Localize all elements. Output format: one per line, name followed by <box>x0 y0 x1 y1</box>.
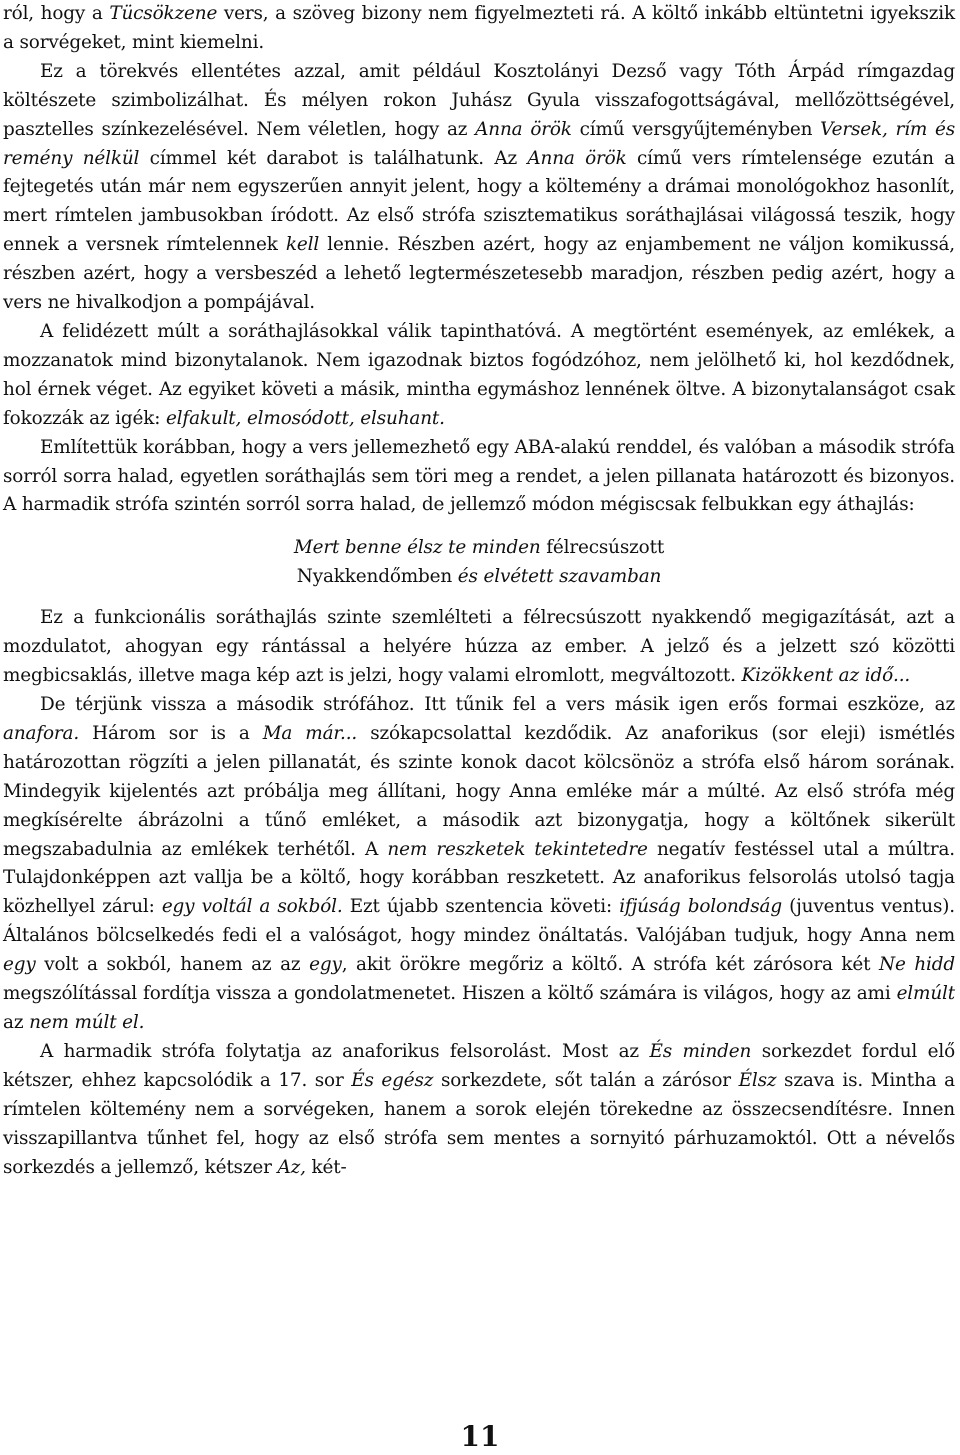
paragraph <box>3 434 955 521</box>
paragraph <box>3 0 955 58</box>
text-run: De térjünk vissza a második strófához. Itt tűnik fel a vers másik igen erős formai eszköze, az <box>40 694 955 716</box>
italic-text-run: Ma már... <box>262 722 358 744</box>
italic-text-run: Anna örök <box>475 118 572 140</box>
italic-text-run: Mert benne élsz te minden <box>293 537 541 559</box>
text-run: Ezt újabb szentencia követi: <box>342 896 620 918</box>
text-run: című vers rímtelensége ezután a fejtegetés után már nem egyszerűen annyit jelent, hogy a költemény a drámai monológokhoz hasonlít, mert rímtelen jambusokban íródott. Az első strófa szisztematikus soráthajlásai világossá teszik, hogy ennek a versnek rímtelennek <box>3 147 955 256</box>
text-run: A felidézett múlt a soráthajlásokkal válik tapinthatóvá. A megtörtént események, az emlékek, a mozzanatok mind bizonytalanok. Nem igazodnak biztos fogódzóhoz, nem jelölhető ki, hol kezdődnek, hol érnek véget. Az egyiket követi a másik, mintha egymáshoz lennének öltve. A bizonytalanságot csak fokozzák az igék: <box>3 320 955 429</box>
body-text-before-verse <box>3 0 955 520</box>
text-run: Három sor is a <box>79 722 263 744</box>
text-run: szókapcsolattal kezdődik. Az anaforikus (sor eleji) ismétlés határozottan rögzíti a jelen pillanatát, és szinte konok dacot kölcsönöz a strófa első három sorának. Mindegyik kijelentés azt próbálja meg állítani, hogy Anna emléke már a múlté. Az első strófa még megkísérelte ábrázolni a tűnő emléket, a második azt bizonygatja, hogy a költőnek sikerült megszabadulnia az emlékek terhétől. A <box>3 722 955 860</box>
text-run: vers, a szöveg bizony nem figyelmezteti rá. A költő inkább eltüntetni igyekszik a sorvégeket, mint kiemelni. <box>3 3 955 53</box>
verse-line <box>3 533 955 562</box>
text-run: címmel két darabot is találhatunk. Az <box>139 147 528 169</box>
text-run: sorkezdet fordul elő kétszer, ehhez kapcsolódik a 17. sor <box>3 1040 955 1091</box>
text-run: volt a sokból, hanem az az <box>35 954 310 976</box>
verse-quotation <box>3 533 955 591</box>
text-run: két- <box>305 1156 347 1178</box>
text-run: Említettük korábban, hogy a vers jellemezhető egy ABA-alakú renddel, és valóban a második strófa sorról sorra halad, egyetlen soráthajlás sem töri meg a rendet, a jelen pillanata határozott és bizonyos. A harmadik strófa szintén sorról sorra halad, de jellemző módon mégiscsak felbukkan egy áthajlás: <box>3 436 955 516</box>
italic-text-run: Tücsökzene <box>109 3 218 24</box>
paragraph <box>3 604 955 691</box>
italic-text-run: elfakult, elmosódott, elsuhant. <box>165 407 445 429</box>
italic-text-run: elmúlt <box>896 983 955 1005</box>
italic-text-run: nem reszketek tekintetedre <box>387 838 648 860</box>
paragraph <box>3 318 955 434</box>
italic-text-run: egy voltál a sokból. <box>161 896 343 918</box>
text-run: negatív festéssel utal a múltra. Tulajdonképpen azt vallja be a költő, hogy korábban reszketett. Az anaforikus felsorolás utolsó tagja közhellyel zárul: <box>3 838 955 918</box>
italic-text-run: egy <box>309 954 342 976</box>
paragraph <box>3 58 955 318</box>
text-run: szava is. Mintha a rímtelen költemény nem a sorvégeken, hanem a sorok elején törekedne az összecsendítésre. Innen visszapillantva tűnhet fel, hogy az első strófa sem mentes a sornyitó párhuzamoktól. Ott a névelős sorkezdés a jellemző, kétszer <box>3 1069 955 1178</box>
text-run: című versgyűjteményben <box>571 118 821 140</box>
italic-text-run: És minden <box>649 1040 752 1062</box>
text-run: félrecsúszott <box>540 537 665 559</box>
text-run: lennie. Részben azért, hogy az enjambement ne váljon komikussá, részben azért, hogy a versbeszéd a lehető legtermészetesebb maradjon, részben pedig azért, hogy a vers ne hivalkodjon a pompájával. <box>3 234 955 314</box>
document-page <box>3 0 955 1455</box>
italic-text-run: Ne hidd <box>879 954 956 976</box>
italic-text-run: Versek, rím és remény nélkül <box>3 118 956 169</box>
italic-text-run: Élsz <box>738 1069 777 1091</box>
paragraph <box>3 1038 955 1183</box>
italic-text-run: nem múlt el. <box>29 1012 145 1033</box>
body-text-after-verse <box>3 604 955 1182</box>
text-run: megszólítással fordítja vissza a gondolatmenetet. Hiszen a költő számára is világos, hogy az ami <box>3 983 897 1005</box>
italic-text-run: Az, <box>277 1156 306 1178</box>
italic-text-run: és elvétett szavamban <box>457 566 662 588</box>
text-run: az <box>3 1012 30 1033</box>
paragraph <box>3 691 955 1038</box>
text-run: sorkezdete, sőt talán a zárósor <box>433 1069 739 1091</box>
italic-text-run: Anna örök <box>527 147 627 169</box>
text-run: , akit örökre megőriz a költő. A strófa két zárósora két <box>341 954 880 976</box>
text-run: Ez a funkcionális soráthajlás szinte szemlélteti a félrecsúszott nyakkendő megigazítását, azt a mozdulatot, ahogyan egy rántással a helyére húzza az ember. A jelző és a jelzett szó közötti megbicsaklás, illetve maga kép azt is jelzi, hogy valami elromlott, megváltozott. <box>3 607 955 687</box>
text-run: ról, hogy a <box>3 3 110 24</box>
text-run: A harmadik strófa folytatja az anaforikus felsorolást. Most az <box>40 1040 650 1062</box>
page-number: 11 <box>460 1420 500 1453</box>
italic-text-run: egy <box>3 954 36 976</box>
italic-text-run: És egész <box>351 1069 434 1091</box>
italic-text-run: kell <box>285 234 320 256</box>
text-run: Ez a törekvés ellentétes azzal, amit például Kosztolányi Dezső vagy Tóth Árpád rímgazdag költészete szimbolizálhat. És mélyen rokon Juhász Gyula visszafogottságával, mellőzöttségével, pasztelles színkezelésével. Nem véletlen, hogy az <box>3 60 955 140</box>
text-run: (juventus ventus). Általános bölcselkedés fedi el a valóságot, hogy mindez önáltatás. Valójában tudjuk, hogy Anna nem <box>3 896 956 947</box>
verse-line <box>3 562 955 591</box>
italic-text-run: ifjúság bolondság <box>619 896 782 918</box>
italic-text-run: anafora. <box>3 722 80 744</box>
text-run: Nyakkendőmben <box>296 566 458 588</box>
italic-text-run: Kizökkent az idő... <box>741 665 911 687</box>
